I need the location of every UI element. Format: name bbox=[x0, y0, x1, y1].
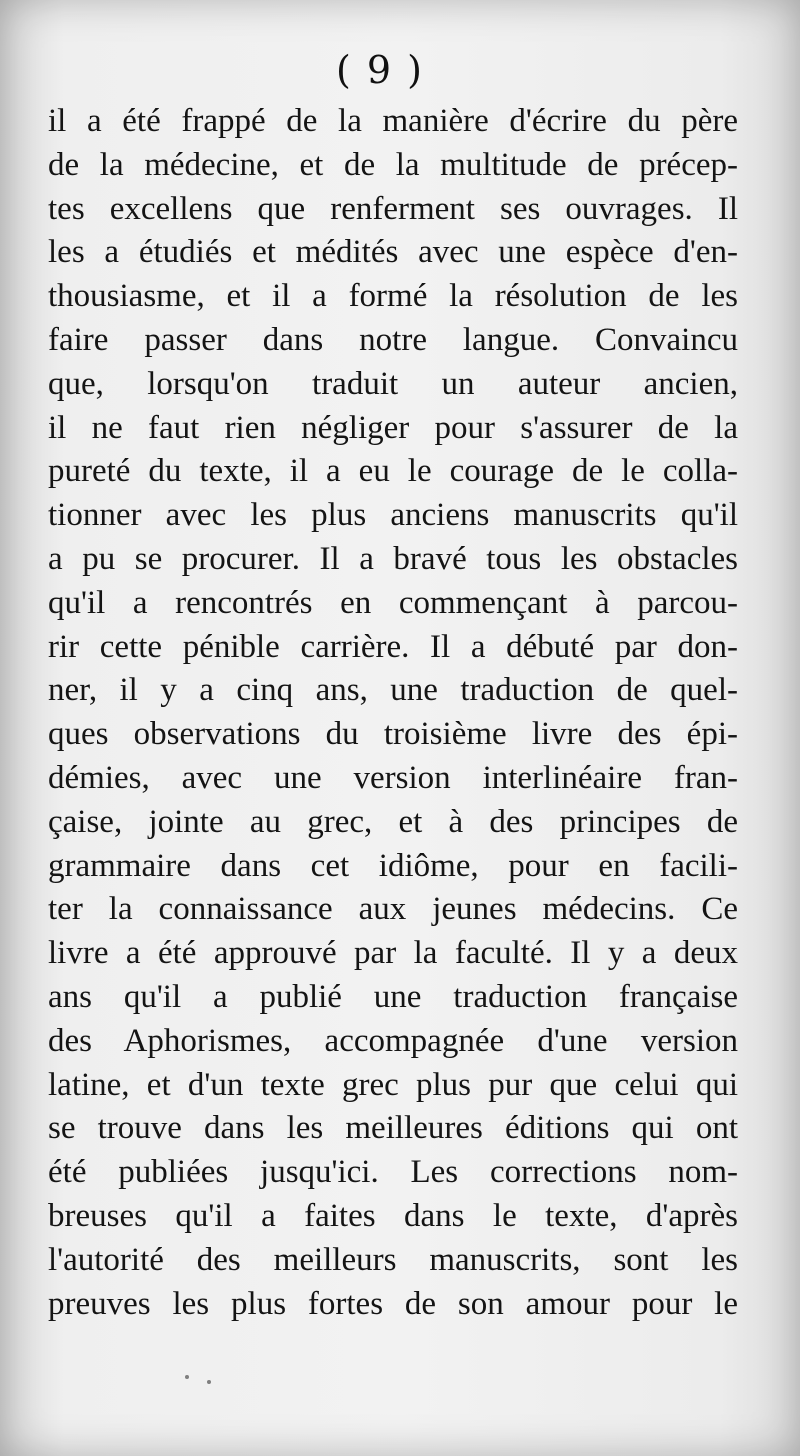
text-line: faire passer dans notre langue. Convaincu bbox=[48, 321, 738, 358]
text-line: été publiées jusqu'ici. Les corrections nom- bbox=[48, 1154, 738, 1191]
text-line: rir cette pénible carrière. Il a débuté par don- bbox=[48, 628, 738, 665]
text-line: ner, il y a cinq ans, une traduction de quel- bbox=[48, 672, 738, 709]
text-line: se trouve dans les meilleures éditions qui ont bbox=[48, 1110, 738, 1147]
text-line: thousiasme, et il a formé la résolution de les bbox=[48, 278, 738, 315]
text-line: ques observations du troisième livre des épi- bbox=[48, 716, 738, 753]
scan-speck bbox=[185, 1375, 189, 1379]
text-line: pureté du texte, il a eu le courage de le colla- bbox=[48, 453, 738, 490]
text-line: l'autorité des meilleurs manuscrits, sont les bbox=[48, 1241, 738, 1278]
text-line: de la médecine, et de la multitude de précep- bbox=[48, 146, 738, 183]
scan-speck bbox=[207, 1380, 211, 1384]
text-line: démies, avec une version interlinéaire fran- bbox=[48, 759, 738, 796]
page-number: ( 9 ) bbox=[336, 48, 424, 92]
text-line: ans qu'il a publié une traduction française bbox=[48, 978, 738, 1015]
text-line: grammaire dans cet idiôme, pour en facili- bbox=[48, 847, 738, 884]
text-line: breuses qu'il a faites dans le texte, d'après bbox=[48, 1197, 738, 1234]
text-line: a pu se procurer. Il a bravé tous les obstacles bbox=[48, 540, 738, 577]
text-line: il a été frappé de la manière d'écrire du père bbox=[48, 103, 738, 139]
text-line: livre a été approuvé par la faculté. Il y a deux bbox=[48, 935, 738, 972]
text-line: ter la connaissance aux jeunes médecins. Ce bbox=[48, 891, 738, 928]
text-line: preuves les plus fortes de son amour pour le bbox=[48, 1285, 738, 1322]
text-line: tes excellens que renferment ses ouvrages. Il bbox=[48, 190, 738, 227]
text-line: il ne faut rien négliger pour s'assurer de la bbox=[48, 409, 738, 446]
body-text bbox=[48, 100, 738, 1326]
text-line: des Aphorismes, accompagnée d'une version bbox=[48, 1022, 738, 1059]
text-line: que, lorsqu'on traduit un auteur ancien, bbox=[48, 365, 738, 402]
text-line: çaise, jointe au grec, et à des principes de bbox=[48, 803, 738, 840]
text-line: qu'il a rencontrés en commençant à parcou- bbox=[48, 584, 738, 621]
text-line: les a étudiés et médités avec une espèce d'en- bbox=[48, 234, 738, 271]
text-line: tionner avec les plus anciens manuscrits qu'il bbox=[48, 497, 738, 534]
text-line: latine, et d'un texte grec plus pur que celui qui bbox=[48, 1066, 738, 1103]
